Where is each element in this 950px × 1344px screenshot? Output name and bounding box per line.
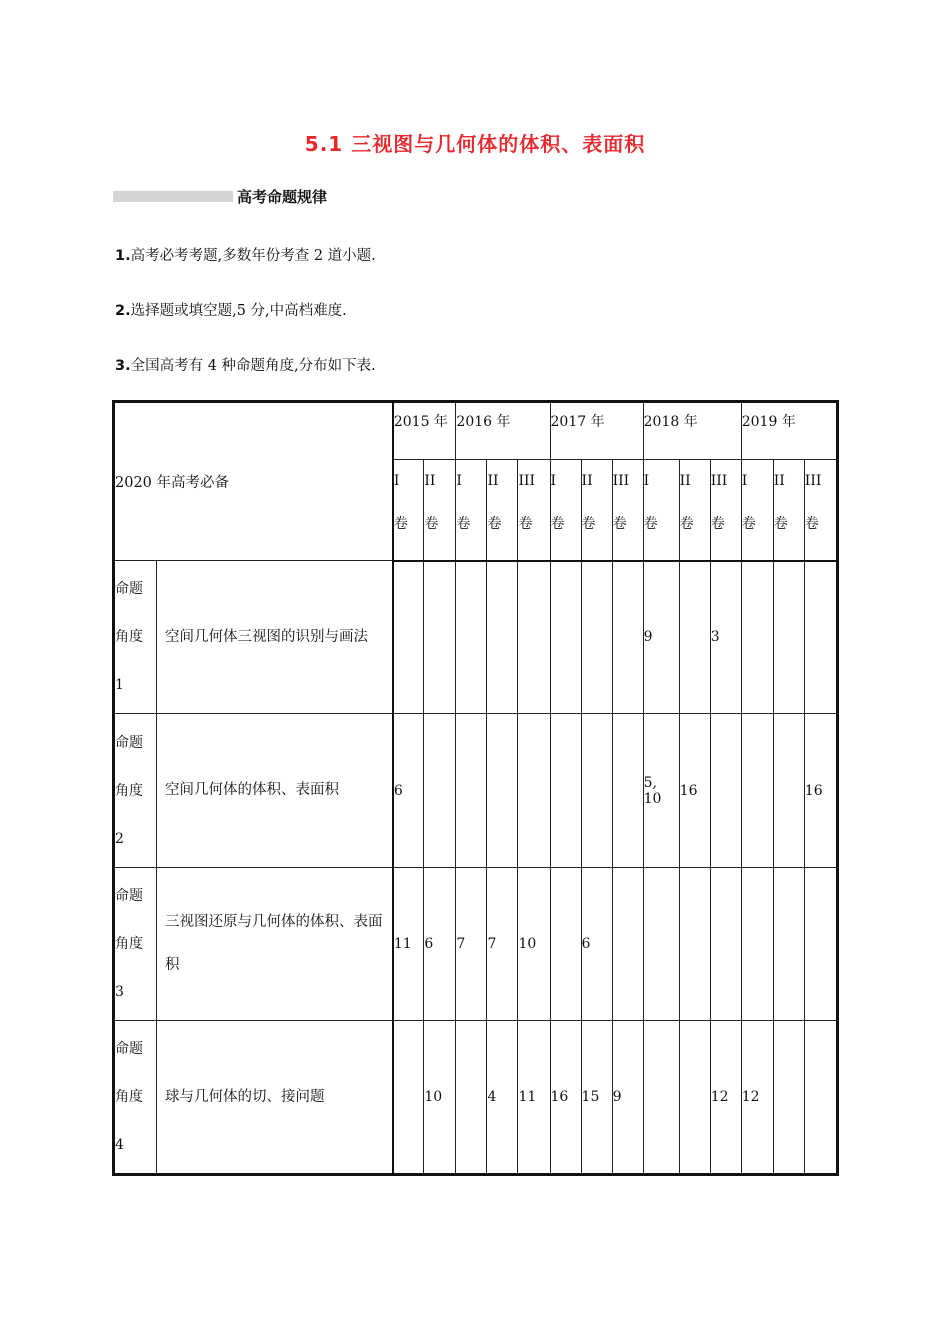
table-cell: 5, 10: [643, 714, 679, 868]
table-cell: [679, 868, 710, 1021]
rule-number: 1.: [115, 248, 131, 264]
angle-label: 命题 角度 2: [114, 714, 157, 868]
topic-cell: 空间几何体的体积、表面积: [157, 714, 393, 868]
table-cell: 6: [424, 868, 456, 1021]
table-row: [114, 868, 838, 1021]
table-cell: [679, 561, 710, 714]
year-header: 2016 年: [456, 402, 550, 460]
table-cell: 15: [581, 1021, 612, 1175]
topic-cell: 空间几何体三视图的识别与画法: [157, 561, 393, 714]
table-cell: [393, 561, 424, 714]
table-cell: [643, 1021, 679, 1175]
table-cell: 11: [393, 868, 424, 1021]
table-cell: [456, 1021, 487, 1175]
rule-line-1: [115, 244, 376, 265]
volume-header: II 卷: [773, 460, 804, 561]
rule-line-3: [115, 354, 376, 375]
volume-header: I 卷: [741, 460, 773, 561]
table-cell: [424, 561, 456, 714]
section-heading: [113, 186, 327, 206]
table-cell: 3: [710, 561, 741, 714]
table-cell: 10: [518, 868, 550, 1021]
table-cell: [456, 714, 487, 868]
table-cell: [773, 1021, 804, 1175]
table-cell: 9: [612, 1021, 643, 1175]
table-cell: 12: [741, 1021, 773, 1175]
table-year-row: [114, 402, 838, 460]
volume-header: II 卷: [487, 460, 518, 561]
table-cell: 7: [487, 868, 518, 1021]
table-cell: [804, 561, 837, 714]
section-heading-text: 高考命题规律: [237, 187, 328, 206]
volume-header: II 卷: [581, 460, 612, 561]
table-cell: 16: [804, 714, 837, 868]
table-cell: [804, 1021, 837, 1175]
table-cell: 16: [679, 714, 710, 868]
table-cell: [741, 561, 773, 714]
table-cell: [804, 868, 837, 1021]
table-cell: [612, 561, 643, 714]
table-cell: [710, 714, 741, 868]
topic-cell: 三视图还原与几何体的体积、表面积: [157, 868, 393, 1021]
table-cell: 10: [424, 1021, 456, 1175]
volume-header: III 卷: [710, 460, 741, 561]
table-cell: [612, 868, 643, 1021]
table-cell: 6: [393, 714, 424, 868]
table-cell: [710, 868, 741, 1021]
topic-cell: 球与几何体的切、接问题: [157, 1021, 393, 1175]
table-cell: 4: [487, 1021, 518, 1175]
section-heading-bar: [113, 191, 233, 202]
angle-label: 命题 角度 1: [114, 561, 157, 714]
table-cell: [581, 561, 612, 714]
table-cell: [741, 868, 773, 1021]
table-cell: [773, 868, 804, 1021]
table-cell: [550, 714, 581, 868]
angle-label: 命题 角度 3: [114, 868, 157, 1021]
table-cell: 12: [710, 1021, 741, 1175]
table-cell: 9: [643, 561, 679, 714]
table-cell: [487, 561, 518, 714]
distribution-table: [112, 400, 839, 1176]
volume-header: III 卷: [612, 460, 643, 561]
table-cell: [741, 714, 773, 868]
year-header: 2017 年: [550, 402, 643, 460]
volume-header: III 卷: [804, 460, 837, 561]
table-cell: [612, 714, 643, 868]
table-cell: [679, 1021, 710, 1175]
rule-line-2: [115, 299, 347, 320]
rule-number: 3.: [115, 358, 131, 374]
table-cell: [550, 868, 581, 1021]
table-cell: [518, 714, 550, 868]
table-cell: 7: [456, 868, 487, 1021]
table-cell: [393, 1021, 424, 1175]
table-cell: 11: [518, 1021, 550, 1175]
table-cell: [643, 868, 679, 1021]
rule-number: 2.: [115, 303, 131, 319]
table-row: [114, 1021, 838, 1175]
volume-header: II 卷: [679, 460, 710, 561]
table-cell: 6: [581, 868, 612, 1021]
volume-header: III 卷: [518, 460, 550, 561]
table-cell: [487, 714, 518, 868]
volume-header: I 卷: [643, 460, 679, 561]
table-corner-cell: 2020 年高考必备: [114, 402, 393, 561]
rule-text: 高考必考考题,多数年份考查 2 道小题.: [130, 248, 376, 264]
volume-header: I 卷: [456, 460, 487, 561]
table-row: [114, 714, 838, 868]
table-cell: [550, 561, 581, 714]
table-cell: [424, 714, 456, 868]
year-header: 2015 年: [393, 402, 456, 460]
table-cell: 16: [550, 1021, 581, 1175]
volume-header: I 卷: [393, 460, 424, 561]
year-header: 2018 年: [643, 402, 741, 460]
table-cell: [773, 714, 804, 868]
table-cell: [581, 714, 612, 868]
volume-header: I 卷: [550, 460, 581, 561]
year-header: 2019 年: [741, 402, 837, 460]
rule-text: 选择题或填空题,5 分,中高档难度.: [130, 303, 347, 319]
table-cell: [773, 561, 804, 714]
page-title: 5.1 三视图与几何体的体积、表面积: [304, 132, 646, 156]
table-cell: [456, 561, 487, 714]
rule-text: 全国高考有 4 种命题角度,分布如下表.: [130, 358, 376, 374]
table-row: [114, 561, 838, 714]
angle-label: 命题 角度 4: [114, 1021, 157, 1175]
volume-header: II 卷: [424, 460, 456, 561]
table-cell: [518, 561, 550, 714]
